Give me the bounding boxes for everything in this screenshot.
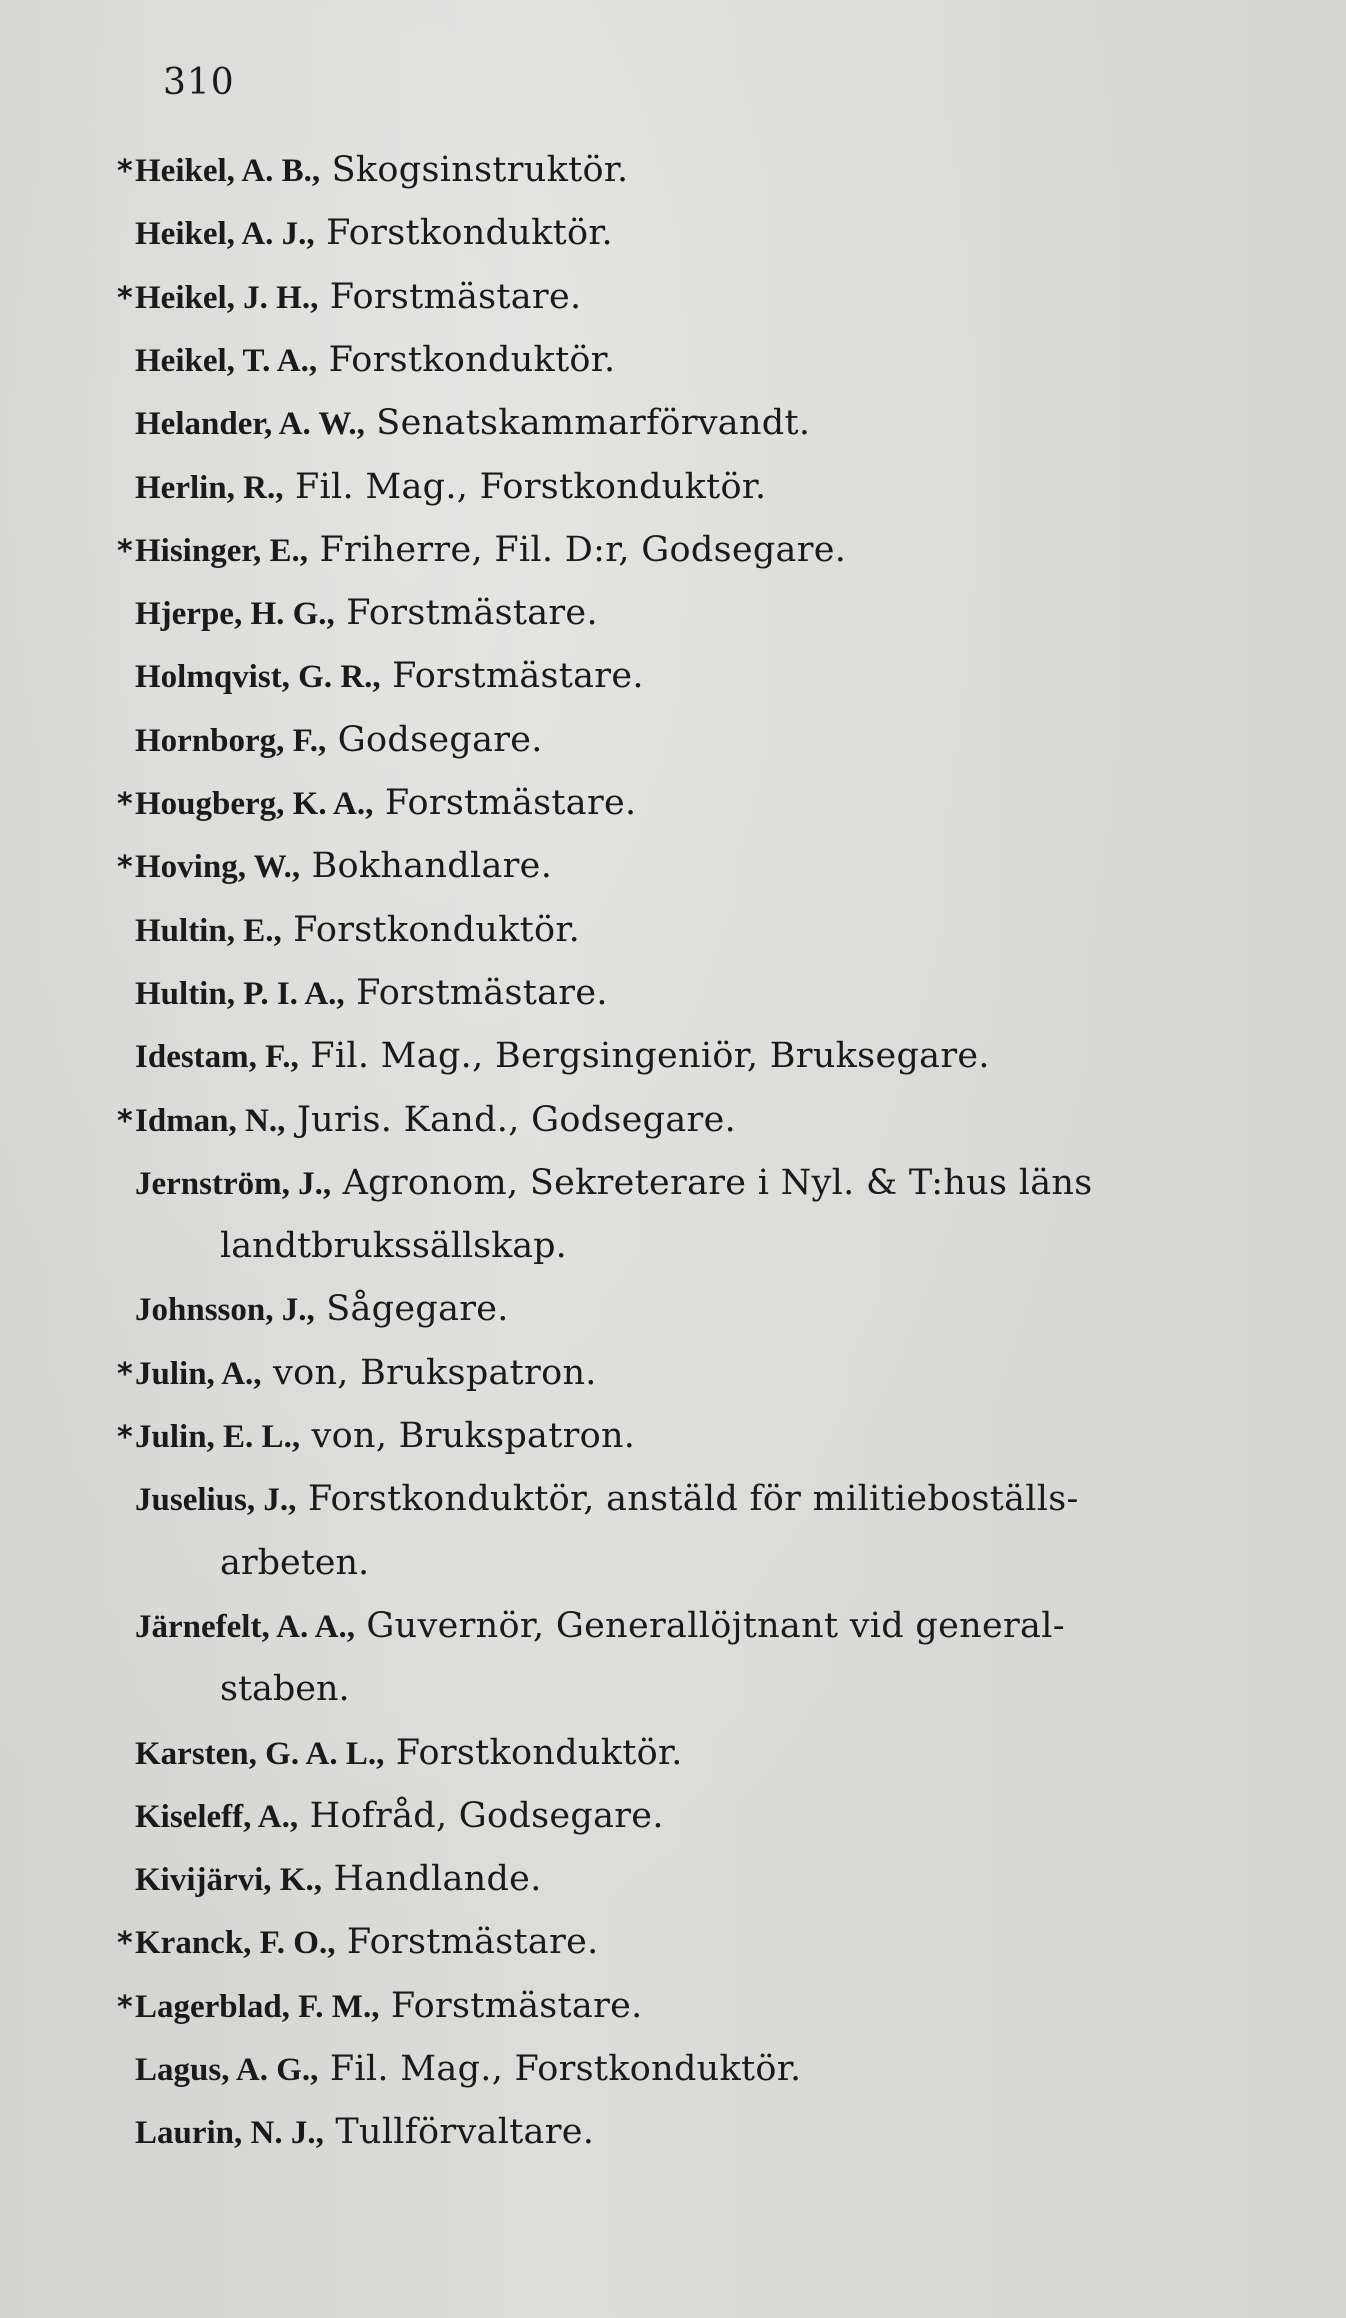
entry-description: Senatskammarförvandt. xyxy=(376,403,811,444)
reverse-side-bleed-through xyxy=(786,180,1346,2080)
entry-description: Tullförvaltare. xyxy=(335,2112,595,2153)
entry-description: von, Brukspatron. xyxy=(311,1416,636,1456)
list-item xyxy=(135,211,613,256)
entry-name: Jernström, J., xyxy=(135,1165,332,1202)
list-item xyxy=(135,718,543,763)
entry-name: Lagerblad, F. M., xyxy=(135,1988,380,2025)
entry-name: Hjerpe, H. G., xyxy=(135,596,335,633)
list-item xyxy=(117,1920,599,1966)
entry-name: Järnefelt, A. A., xyxy=(135,1608,355,1645)
asterisk-marker: * xyxy=(117,280,133,316)
entry-description: Skogsinstruktör. xyxy=(331,150,629,190)
list-item xyxy=(135,2047,801,2092)
list-item xyxy=(135,465,766,510)
asterisk-marker: * xyxy=(117,154,133,189)
entry-name: Kiseleff, A., xyxy=(135,1798,299,1835)
list-item xyxy=(135,591,598,636)
entry-name: Kranck, F. O., xyxy=(135,1925,336,1962)
entry-name: Juselius, J., xyxy=(135,1482,297,1519)
entry-name: Hoving, W., xyxy=(135,849,301,886)
entry-description: Forstmästare. xyxy=(346,593,598,634)
asterisk-marker: * xyxy=(117,1356,133,1392)
entry-description: Guvernör, Generallöjtnant vid general- xyxy=(366,1605,1065,1646)
entry-name: Hisinger, E., xyxy=(135,532,308,569)
list-item xyxy=(135,1287,509,1332)
entry-description: Forstmästare. xyxy=(346,1922,599,1963)
list-item xyxy=(135,1034,990,1079)
entry-continuation: staben. xyxy=(220,1669,350,1710)
asterisk-marker: * xyxy=(117,533,133,569)
entry-name: Lagus, A. G., xyxy=(135,2052,319,2088)
entry-description: Fil. Mag., Forstkonduktör. xyxy=(294,466,767,507)
entry-name: Hornborg, F., xyxy=(135,722,327,759)
entry-description: Godsegare. xyxy=(337,719,543,760)
list-item xyxy=(135,338,615,383)
list-item xyxy=(135,1731,683,1776)
list-item xyxy=(135,1604,1065,1649)
list-item xyxy=(117,148,629,194)
entry-name: Heikel, A. J., xyxy=(135,216,315,253)
asterisk-marker: * xyxy=(117,787,133,822)
asterisk-marker: * xyxy=(117,1420,133,1455)
entry-description: Forstkonduktör. xyxy=(395,1732,683,1773)
entry-name: Kivijärvi, K., xyxy=(135,1862,322,1899)
list-item xyxy=(117,781,637,827)
list-item xyxy=(117,275,582,321)
list-item xyxy=(135,2110,594,2155)
list-item xyxy=(135,908,580,953)
entry-description: Friherre, Fil. D:r, Godsegare. xyxy=(319,529,847,570)
entry-description: Fil. Mag., Bergsingeniör, Bruksegare. xyxy=(310,1036,990,1077)
entry-description: Forstkonduktör, anstäld för militieboställs- xyxy=(307,1479,1079,1520)
entry-description: Hofråd, Godsegare. xyxy=(309,1795,664,1836)
entry-name: Holmqvist, G. R., xyxy=(135,659,381,696)
entry-name: Heikel, T. A., xyxy=(135,342,318,379)
entry-description: Forstkonduktör. xyxy=(293,909,580,950)
entry-name: Heikel, J. H., xyxy=(135,279,319,316)
list-item xyxy=(135,1857,542,1902)
entry-description: Forstmästare. xyxy=(384,783,637,823)
entry-name: Hultin, P. I. A., xyxy=(135,975,345,1012)
list-item xyxy=(117,1414,636,1460)
asterisk-marker: * xyxy=(117,1103,133,1139)
entry-name: Helander, A. W., xyxy=(135,406,365,443)
entry-name: Julin, E. L., xyxy=(135,1419,301,1455)
list-item xyxy=(117,528,847,574)
entry-name: Karsten, G. A. L., xyxy=(135,1735,385,1772)
entry-continuation: arbeten. xyxy=(220,1542,370,1583)
entry-name: Hougberg, K. A., xyxy=(135,786,374,822)
list-item xyxy=(135,971,608,1016)
entry-description: Forstmästare. xyxy=(329,276,582,317)
list-item xyxy=(117,844,553,890)
entry-name: Johnsson, J., xyxy=(135,1292,315,1329)
list-item xyxy=(135,401,810,446)
entry-description: Forstkonduktör. xyxy=(326,213,613,254)
list-item xyxy=(135,1477,1079,1522)
entry-description: Sågegare. xyxy=(326,1289,509,1330)
asterisk-marker: * xyxy=(117,1926,133,1962)
list-item xyxy=(135,1161,1092,1206)
list-item xyxy=(117,1351,597,1397)
entry-description: Agronom, Sekreterare i Nyl. & T:hus läns xyxy=(342,1162,1093,1203)
entry-name: Laurin, N. J., xyxy=(135,2115,324,2152)
list-item xyxy=(117,1098,737,1144)
entry-description: Forstmästare. xyxy=(390,1985,643,2026)
list-item xyxy=(135,1794,664,1839)
list-item xyxy=(117,1984,643,2030)
entry-description: Juris. Kand., Godsegare. xyxy=(296,1099,737,1140)
list-item xyxy=(135,654,644,699)
entry-continuation: landtbrukssällskap. xyxy=(220,1226,567,1267)
entry-name: Julin, A., xyxy=(135,1355,262,1392)
entry-description: von, Brukspatron. xyxy=(273,1352,597,1393)
entry-name: Idman, N., xyxy=(135,1102,286,1139)
entry-description: Fil. Mag., Forstkonduktör. xyxy=(329,2049,802,2089)
entry-name: Herlin, R., xyxy=(135,469,284,506)
entry-name: Idestam, F., xyxy=(135,1039,299,1076)
asterisk-marker: * xyxy=(117,850,133,886)
entry-name: Hultin, E., xyxy=(135,912,282,949)
asterisk-marker: * xyxy=(117,1989,133,2025)
entry-description: Bokhandlare. xyxy=(311,846,553,887)
entry-description: Forstmästare. xyxy=(392,656,644,697)
entry-description: Forstkonduktör. xyxy=(328,339,616,380)
page-number: 310 xyxy=(163,62,235,103)
entry-name: Heikel, A. B., xyxy=(135,153,321,189)
entry-description: Handlande. xyxy=(333,1859,542,1900)
entry-description: Forstmästare. xyxy=(356,972,608,1013)
